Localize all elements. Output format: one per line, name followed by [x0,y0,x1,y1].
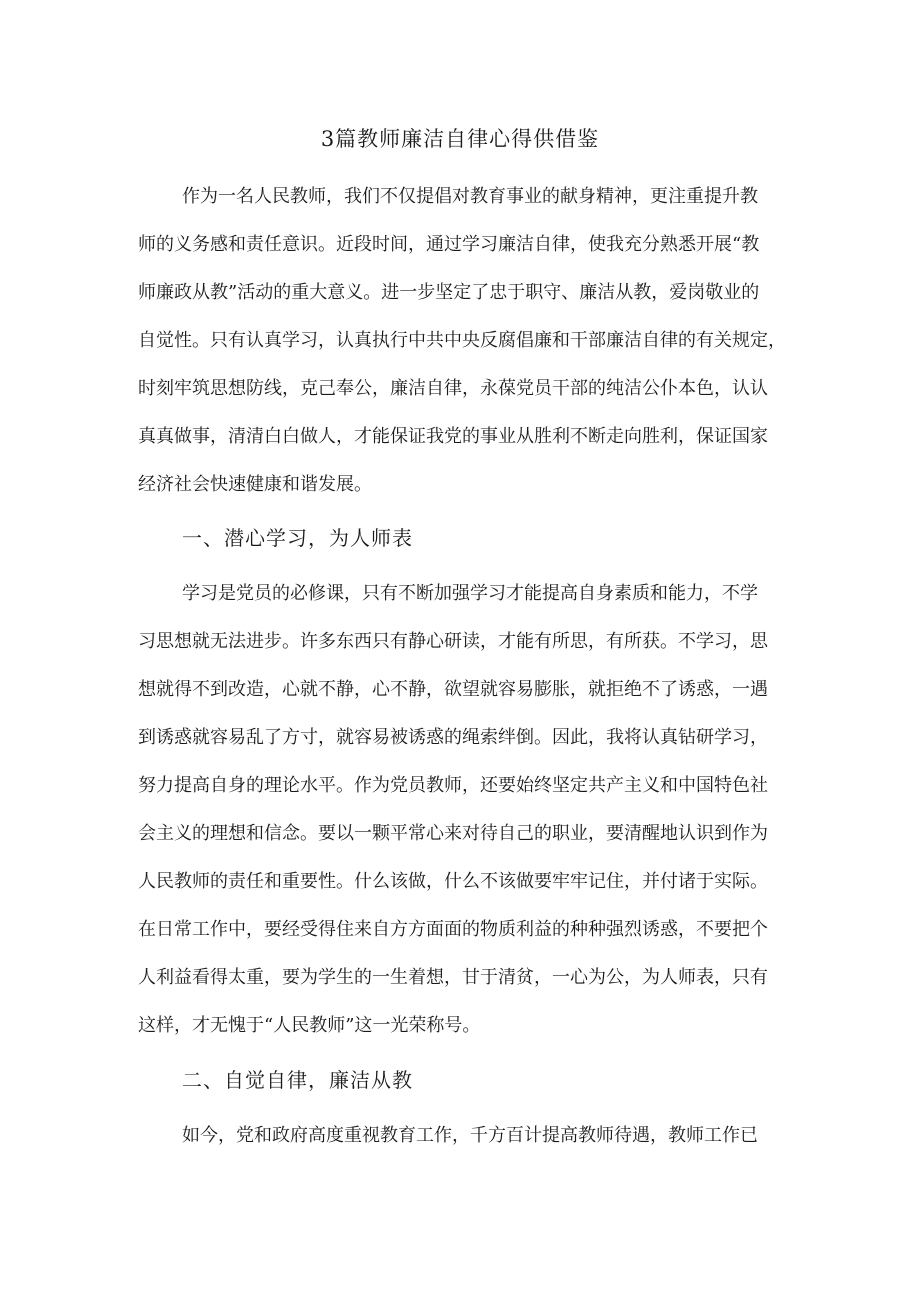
paragraph-line: 人民教师的责任和重要性。什么该做，什么不该做要牢牢记住，并付诸于实际。 [138,871,768,892]
paragraph-line: 师廉政从教”活动的重大意义。进一步坚定了忠于职守、廉洁从教，爱岗敬业的 [138,282,760,303]
paragraph-line: 自觉性。只有认真学习，认真执行中共中央反腐倡廉和干部廉洁自律的有关规定， [138,330,786,351]
paragraph-line: 努力提高自身的理论水平。作为党员教师，还要始终坚定共产主义和中国特色社 [138,775,768,796]
section-heading: 二、自觉自律，廉洁从教 [182,1068,413,1092]
paragraph-line: 会主义的理想和信念。要以一颗平常心来对待自己的职业，要清醒地认识到作为 [138,823,768,844]
paragraph-line: 作为一名人民教师，我们不仅提倡对教育事业的献身精神，更注重提升教 [182,186,758,207]
paragraph-line: 真真做事，清清白白做人，才能保证我党的事业从胜利不断走向胜利，保证国家 [138,426,768,447]
paragraph-line: 时刻牢筑思想防线，克己奉公，廉洁自律，永葆党员干部的纯洁公仆本色，认认 [138,378,768,399]
paragraph-line: 这样，才无愧于“人民教师”这一光荣称号。 [138,1015,481,1036]
section-heading: 一、潜心学习，为人师表 [182,526,413,550]
paragraph-line: 在日常工作中，要经受得住来自方方面面的物质利益的种种强烈诱惑，不要把个 [138,919,768,940]
paragraph-line: 师的义务感和责任意识。近段时间，通过学习廉洁自律，使我充分熟悉开展“教 [138,234,760,255]
paragraph-line: 到诱惑就容易乱了方寸，就容易被诱惑的绳索绊倒。因此，我将认真钻研学习， [138,727,768,748]
paragraph-line: 学习是党员的必修课，只有不断加强学习才能提高自身素质和能力，不学 [182,583,758,604]
paragraph-line: 人利益看得太重，要为学生的一生着想，甘于清贫，一心为公，为人师表，只有 [138,967,768,988]
paragraph-line: 习思想就无法进步。许多东西只有静心研读，才能有所思，有所获。不学习，思 [138,631,768,652]
paragraph-line: 经济社会快速健康和谐发展。 [138,474,372,495]
document-title: 3篇教师廉洁自律心得供借鉴 [320,127,600,151]
paragraph-line: 想就得不到改造，心就不静，心不静，欲望就容易膨胀，就拒绝不了诱惑，一遇 [138,679,768,700]
paragraph-line: 如今，党和政府高度重视教育工作，千方百计提高教师待遇，教师工作已 [182,1125,758,1146]
